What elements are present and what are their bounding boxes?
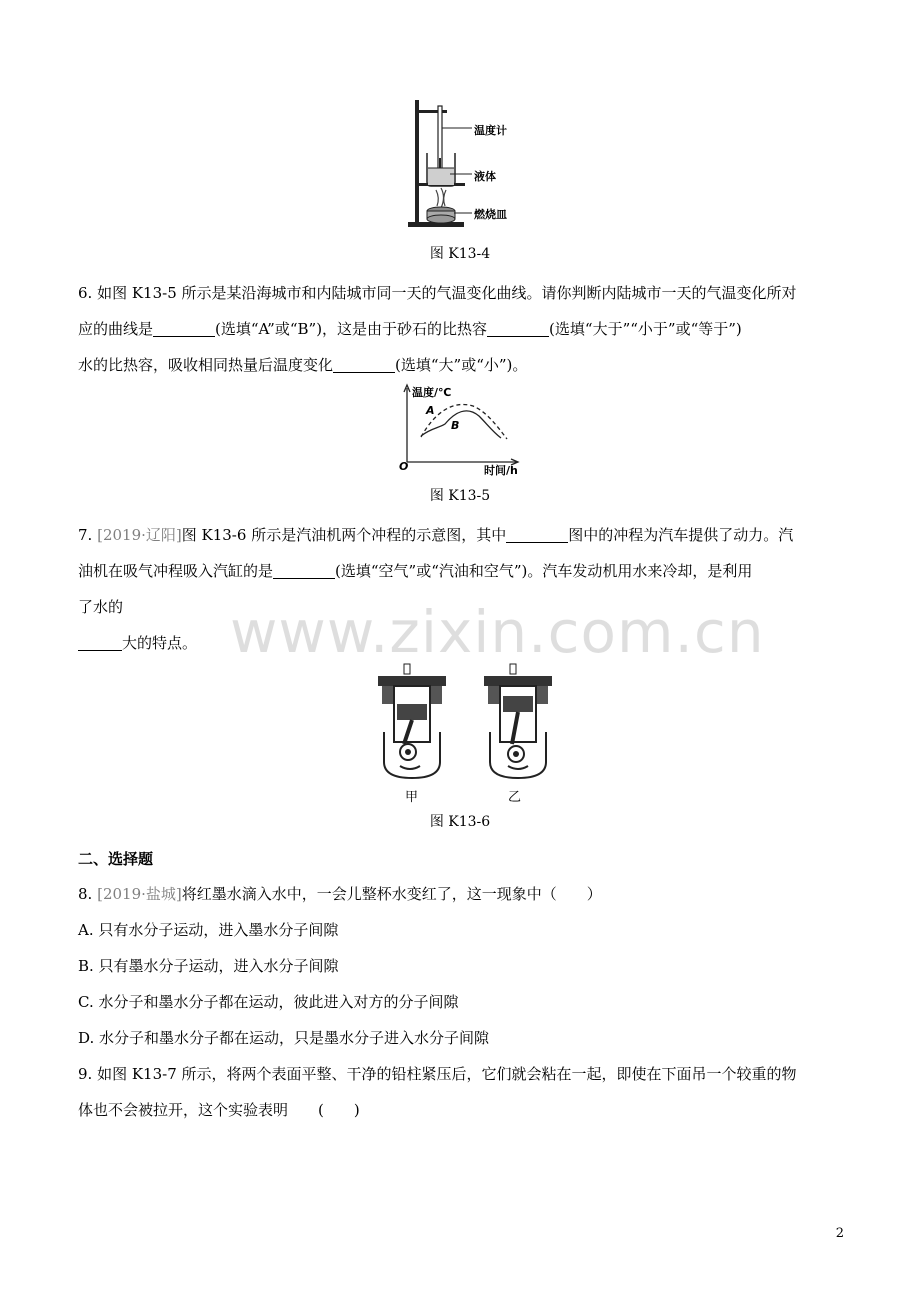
- option-c[interactable]: C. 水分子和墨水分子都在运动，彼此进入对方的分子间隙: [78, 993, 459, 1011]
- curve-b-label: B: [451, 419, 460, 432]
- question-6-line-3: [78, 354, 527, 376]
- question-9-line-2: 体也不会被拉开，这个实验表明 ( ): [78, 1101, 360, 1119]
- answer-blank[interactable]: [506, 526, 568, 543]
- liquid-label: 液体: [474, 170, 496, 183]
- figure-caption-k13-5: 图 K13-5: [429, 488, 491, 504]
- page-number: 2: [835, 1226, 844, 1241]
- option-d[interactable]: D. 水分子和墨水分子都在运动，只是墨水分子进入水分子间隙: [78, 1029, 490, 1047]
- answer-blank[interactable]: [487, 320, 549, 337]
- question-7-line-2: [78, 560, 752, 582]
- question-7-text: 图 K13-6 所示是汽油机两个冲程的示意图，其中: [181, 526, 507, 544]
- question-7-text: 油机在吸气冲程吸入汽缸的是: [78, 562, 274, 580]
- question-7-line-1: [78, 524, 793, 546]
- engine-right-label: 乙: [508, 790, 522, 805]
- option-a[interactable]: A. 只有水分子运动，进入墨水分子间隙: [78, 921, 339, 939]
- answer-blank[interactable]: [273, 562, 335, 579]
- question-7-line-4: [78, 632, 197, 654]
- answer-blank[interactable]: [333, 356, 395, 373]
- graph-x-axis-label: 时间/h: [484, 464, 518, 477]
- thermometer-label: 温度计: [474, 124, 507, 137]
- question-6-text: 水的比热容，吸收相同热量后温度变化: [78, 356, 334, 374]
- section-heading: 二、选择题: [78, 850, 154, 868]
- question-7-line-3: 了水的: [78, 598, 124, 616]
- question-number: 7.: [78, 526, 93, 544]
- question-6-line-1: 6. 如图 K13-5 所示是某沿海城市和内陆城市同一天的气温变化曲线。请你判断内陆城市一天的气温变化所对: [78, 284, 797, 302]
- question-8-stem: [78, 883, 602, 905]
- option-b[interactable]: B. 只有墨水分子运动，进入水分子间隙: [78, 957, 339, 975]
- answer-blank[interactable]: [153, 320, 215, 337]
- engine-left-figure: [374, 662, 450, 780]
- question-source: [2019·辽阳]: [97, 526, 182, 544]
- answer-blank[interactable]: [78, 634, 122, 651]
- figure-caption-k13-4: 图 K13-4: [429, 246, 491, 262]
- curve-a-label: A: [426, 404, 435, 417]
- engine-left-label: 甲: [405, 790, 419, 805]
- question-7-text: 大的特点。: [122, 634, 198, 652]
- question-7-text: (选填“空气”或“汽油和空气”)。汽车发动机用水来冷却，是利用: [335, 562, 753, 580]
- question-6-line-2: [78, 318, 742, 340]
- graph-origin-label: O: [399, 460, 409, 473]
- graph-y-axis-label: 温度/℃: [412, 386, 452, 399]
- figure-caption-k13-6: 图 K13-6: [429, 814, 491, 830]
- question-6-text: (选填“大于”“小于”或“等于”): [549, 320, 742, 338]
- watermark: www.zixin.com.cn: [230, 598, 765, 666]
- engine-right-figure: [480, 662, 556, 780]
- question-9-line-1: 9. 如图 K13-7 所示，将两个表面平整、干净的铅柱紧压后，它们就会粘在一起，即使在下面吊一个较重的物: [78, 1065, 797, 1083]
- question-6-text: 应的曲线是: [78, 320, 154, 338]
- apparatus-figure: [400, 98, 530, 230]
- question-number: 8.: [78, 885, 93, 903]
- burner-label: 燃烧皿: [474, 208, 507, 221]
- question-6-text: (选填“大”或“小”)。: [395, 356, 528, 374]
- question-6-text: (选填“A”或“B”)，这是由于砂石的比热容: [215, 320, 488, 338]
- question-source: [2019·盐城]: [97, 885, 182, 903]
- question-7-text: 图中的冲程为汽车提供了动力。汽: [568, 526, 794, 544]
- question-8-text: 将红墨水滴入水中，一会儿整杯水变红了，这一现象中（ ）: [181, 885, 602, 903]
